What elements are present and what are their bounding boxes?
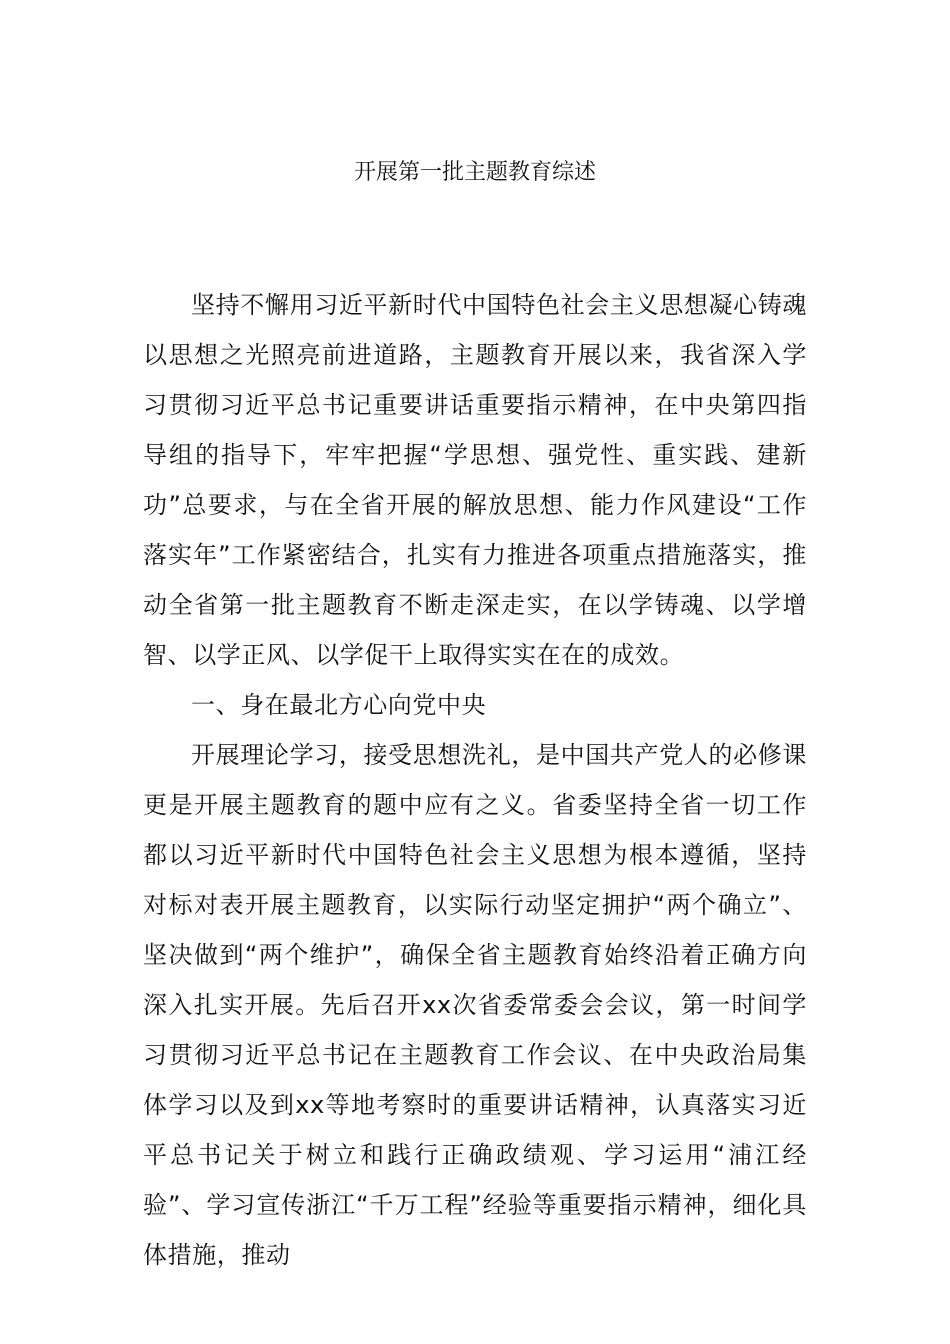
document-body bbox=[143, 280, 807, 1280]
intro-paragraph: 坚持不懈用习近平新时代中国特色社会主义思想凝心铸魂以思想之光照亮前进道路，主题教育开展以来，我省深入学习贯彻习近平总书记重要讲话重要指示精神，在中央第四指导组的指导下，牢牢把握“学思想、强党性、重实践、建新功”总要求，与在全省开展的解放思想、能力作风建设“工作落实年”工作紧密结合，扎实有力推进各项重点措施落实，推动全省第一批主题教育不断走深走实，在以学铸魂、以学增智、以学正风、以学促干上取得实实在在的成效。 bbox=[143, 291, 807, 669]
section-heading: 一、身在最北方心向党中央 bbox=[191, 691, 487, 719]
body-paragraph: 开展理论学习，接受思想洗礼，是中国共产党人的必修课更是开展主题教育的题中应有之义。省委坚持全省一切工作都以习近平新时代中国特色社会主义思想为根本遵循，坚持对标对表开展主题教育，以实际行动坚定拥护“两个确立”、坚决做到“两个维护”，确保全省主题教育始终沿着正确方向深入扎实开展。先后召开xx次省委常委会会议，第一时间学习贯彻习近平总书记在主题教育工作会议、在中央政治局集体学习以及到xx等地考察时的重要讲话精神，认真落实习近平总书记关于树立和践行正确政绩观、学习运用“浦江经验”、学习宣传浙江“千万工程”经验等重要指示精神，细化具体措施，推动 bbox=[143, 741, 807, 1269]
document-title: 开展第一批主题教育综述 bbox=[353, 160, 596, 185]
